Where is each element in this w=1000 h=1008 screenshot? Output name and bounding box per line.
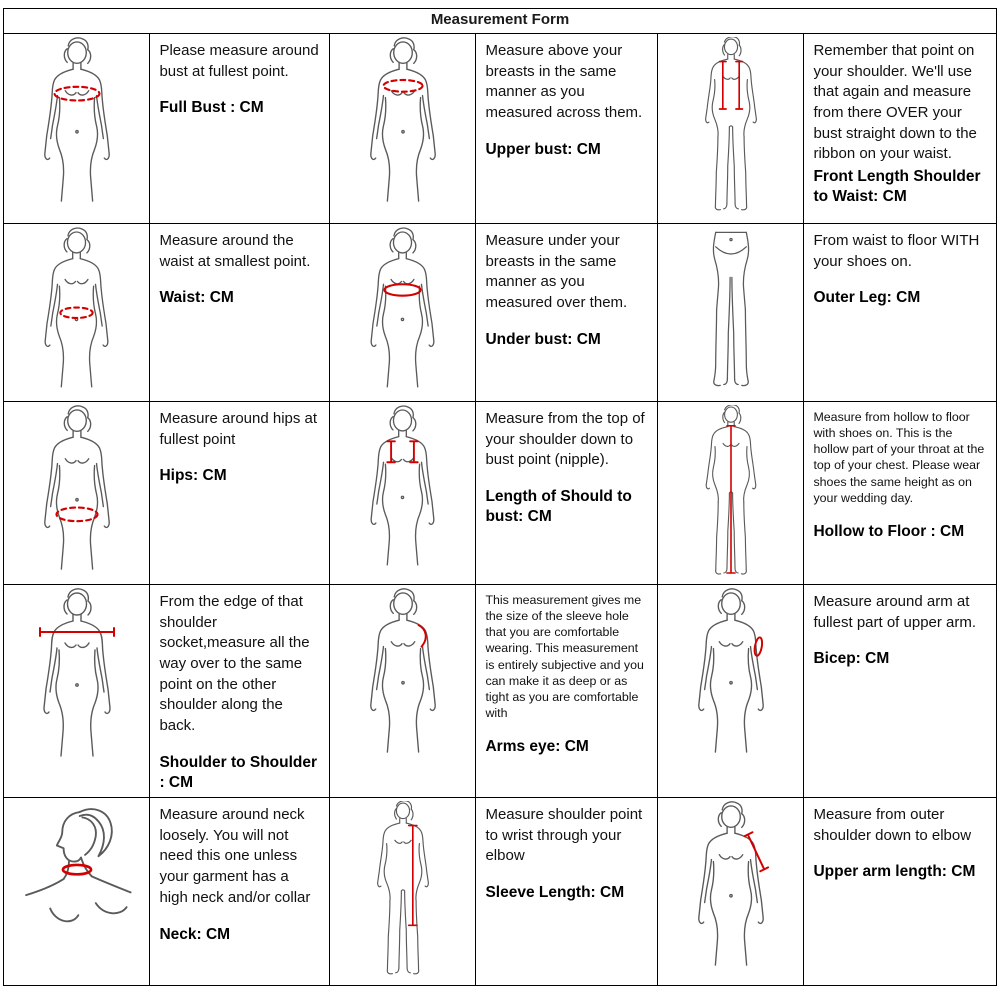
sleeve-length-figure [362, 801, 444, 981]
measure-label: Sleeve Length: CM [485, 884, 625, 902]
arms-eye-figure [354, 588, 452, 754]
measure-label: Shoulder to Shoulder : CM [159, 753, 318, 791]
measure-label: Neck: CM [159, 925, 231, 943]
measure-description: Remember that point on your shoulder. We'll use that again and measure from there OVER your bust straight down to the ribbon on your waist. [813, 42, 977, 163]
full-bust-figure [28, 37, 126, 203]
shoulder-to-bust-figure [355, 405, 450, 567]
measure-label: Length of Should to bust: CM [485, 488, 632, 526]
measure-description: From the edge of that shoulder socket,measure all the way over to the same point on the other shoulder along the back. [159, 593, 310, 735]
bicep-figure [682, 588, 780, 754]
front-length-figure [690, 37, 772, 217]
measure-description: Measure under your breasts in the same manner as you measured over them. [485, 232, 628, 312]
measure-description: Please measure around bust at fullest point. [159, 42, 319, 80]
measure-label: Upper bust: CM [485, 140, 601, 158]
waist-figure [29, 227, 124, 389]
measure-description: This measurement gives me the size of the sleeve hole that you are comfortable wearing. This measurement is entirely subjective and you can make it as deep or as tight as you are comfortable with [485, 593, 644, 720]
measure-description: Measure around arm at fullest part of upper arm. [813, 593, 977, 631]
outer-leg-figure [686, 227, 776, 389]
measure-label: Front Length Shoulder to Waist: CM [813, 168, 981, 206]
measure-description: Measure shoulder point to wrist through your elbow [485, 806, 643, 865]
measure-label: Hips: CM [159, 467, 227, 485]
shoulder-to-shoulder-figure [27, 588, 127, 758]
measure-label: Upper arm length: CM [813, 863, 976, 881]
measure-label: Bicep: CM [813, 650, 890, 668]
measure-label: Arms eye: CM [485, 738, 589, 755]
measure-description: Measure above your breasts in the same manner as you measured across them. [485, 42, 643, 122]
neck-figure [10, 801, 144, 949]
measure-label: Waist: CM [159, 289, 234, 307]
measure-description: From waist to floor WITH your shoes on. [813, 232, 980, 270]
measure-description: Measure around neck loosely. You will not need this one unless your garment has a high neck and/or collar [159, 806, 311, 906]
measure-label: Outer Leg: CM [813, 289, 921, 307]
page-title: Measurement Form [4, 9, 996, 34]
measure-description: Measure from hollow to floor with shoes on. This is the hollow part of your throat at the top of your chest. Please wear shoes the same height as on your wedding day. [813, 410, 985, 505]
measure-description: Measure from outer shoulder down to elbow [813, 806, 972, 844]
under-bust-figure [355, 227, 450, 389]
measure-label: Hollow to Floor : CM [813, 522, 965, 540]
measure-description: Measure from the top of your shoulder down to bust point (nipple). [485, 410, 645, 469]
measure-description: Measure around hips at fullest point [159, 410, 318, 448]
measure-label: Full Bust : CM [159, 99, 264, 117]
measurement-form-table [3, 8, 996, 986]
measure-label: Under bust: CM [485, 330, 601, 348]
measure-description: Measure around the waist at smallest point. [159, 232, 311, 270]
upper-bust-figure [354, 37, 452, 203]
upper-arm-length-figure [682, 801, 780, 967]
hollow-to-floor-figure [691, 405, 771, 581]
hips-figure [28, 405, 126, 571]
